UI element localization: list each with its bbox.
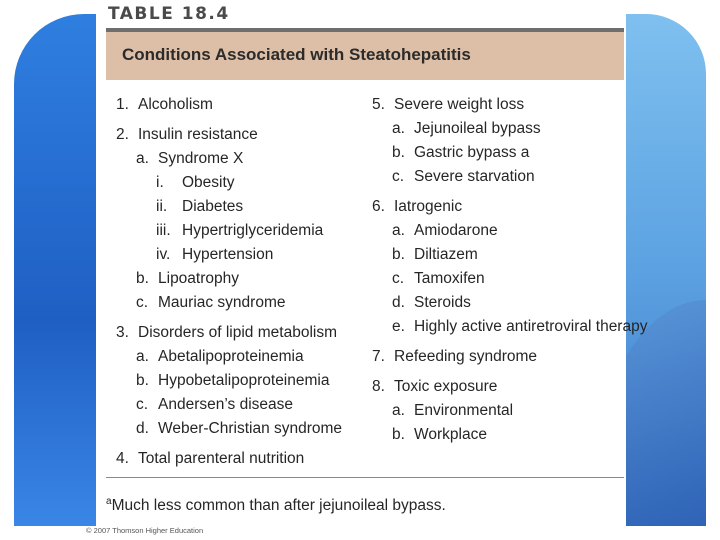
list-item (106, 219, 356, 243)
list-item-marker: iv. (156, 246, 171, 263)
list-item (106, 195, 356, 219)
list-item-text: Diabetes (182, 198, 244, 215)
list-item-marker: c. (136, 294, 149, 311)
list-item-marker: c. (392, 270, 405, 287)
list-item-text: Environmental (414, 402, 514, 419)
list-item-text: Toxic exposure (394, 378, 498, 395)
list-item-marker: 7. (372, 348, 385, 365)
left-column (106, 93, 356, 471)
list-item-text: Hypertriglyceridemia (182, 222, 324, 239)
list-item (106, 291, 356, 315)
list-item (106, 171, 356, 195)
list-item-marker: b. (136, 270, 149, 287)
list-item (362, 345, 624, 369)
list-item-marker: a. (136, 348, 149, 365)
list-item-marker: 6. (372, 198, 385, 215)
slide-decoration-left (14, 14, 104, 526)
list-item (106, 93, 356, 117)
list-item-marker: i. (156, 174, 164, 191)
list-item-text: Lipoatrophy (158, 270, 240, 287)
list-item-text: Insulin resistance (138, 126, 258, 143)
list-item-text: Disorders of lipid metabolism (138, 324, 337, 341)
list-item-marker: 5. (372, 96, 385, 113)
list-item-marker: a. (392, 222, 405, 239)
list-item (106, 345, 356, 369)
list-item-text: Obesity (182, 174, 235, 191)
list-item-marker: b. (136, 372, 149, 389)
list-item-text: Abetalipoproteinemia (158, 348, 304, 365)
footnote-marker: a (106, 496, 112, 507)
list-item (106, 147, 356, 171)
list-item (106, 417, 356, 441)
list-item-text: Syndrome X (158, 150, 244, 167)
table-title: Conditions Associated with Steatohepatitis (122, 45, 471, 64)
list-item (106, 123, 356, 147)
list-item-text: Tamoxifen (414, 270, 485, 287)
list-item-marker: 3. (116, 324, 129, 341)
list-item (106, 369, 356, 393)
list-item-marker: a. (136, 150, 149, 167)
list-item-text: Severe starvation (414, 168, 535, 185)
table-label: TABLE 18.4 (108, 4, 230, 24)
list-item-marker: d. (136, 420, 149, 437)
list-item (362, 141, 624, 165)
right-column (362, 93, 648, 447)
list-item-text: Highly active antiretroviral therapy (414, 318, 648, 335)
list-item-marker: 2. (116, 126, 129, 143)
list-item (362, 243, 624, 267)
list-item-text: Weber-Christian syndrome (158, 420, 343, 437)
list-item-text: Steroids (414, 294, 471, 311)
list-item-marker: b. (392, 144, 405, 161)
list-item-marker: c. (136, 396, 149, 413)
list-item-marker: c. (392, 168, 405, 185)
title-band (106, 32, 624, 80)
list-item (362, 315, 648, 339)
list-item (106, 321, 356, 345)
list-item-text: Hypobetalipoproteinemia (158, 372, 330, 389)
list-item-text: Severe weight loss (394, 96, 525, 113)
list-item-text: Workplace (414, 426, 487, 443)
list-item-marker: b. (392, 246, 405, 263)
list-item (362, 117, 624, 141)
list-item-text: Amiodarone (414, 222, 498, 239)
list-item-marker: 1. (116, 96, 129, 113)
list-item-text: Jejunoileal bypass (414, 120, 541, 137)
list-item (362, 291, 624, 315)
footnote (106, 496, 446, 515)
list-item-marker: 4. (116, 450, 129, 467)
list-item (362, 219, 624, 243)
list-item (106, 267, 356, 291)
list-item-text: Alcoholism (138, 96, 213, 113)
list-item (362, 399, 624, 423)
copyright-notice: © 2007 Thomson Higher Education (86, 526, 204, 535)
list-item-marker: a. (392, 120, 405, 137)
list-item (362, 165, 624, 189)
list-item (362, 195, 624, 219)
table-page (86, 0, 648, 540)
list-item-text: Iatrogenic (394, 198, 463, 215)
list-item (362, 375, 624, 399)
list-item-marker: e. (392, 318, 405, 335)
list-item-marker: d. (392, 294, 405, 311)
list-item (362, 93, 624, 117)
bottom-rule (106, 477, 624, 478)
list-item (106, 393, 356, 417)
list-item (106, 447, 356, 471)
list-item-marker: ii. (156, 198, 168, 215)
list-item-marker: 8. (372, 378, 385, 395)
list-item-text: Mauriac syndrome (158, 294, 286, 311)
list-item (106, 243, 356, 267)
list-item-text: Diltiazem (414, 246, 478, 263)
list-item-marker: a. (392, 402, 405, 419)
list-item-marker: b. (392, 426, 405, 443)
list-item-text: Refeeding syndrome (394, 348, 538, 365)
list-item-text: Hypertension (182, 246, 274, 263)
list-item-text: Andersen’s disease (158, 396, 293, 413)
list-item-marker: iii. (156, 222, 171, 239)
footnote-text: Much less common than after jejunoileal bypass. (111, 497, 446, 515)
list-item-text: Gastric bypass a (414, 144, 530, 161)
list-item-text: Total parenteral nutrition (138, 450, 305, 467)
list-item (362, 267, 624, 291)
list-item (362, 423, 624, 447)
